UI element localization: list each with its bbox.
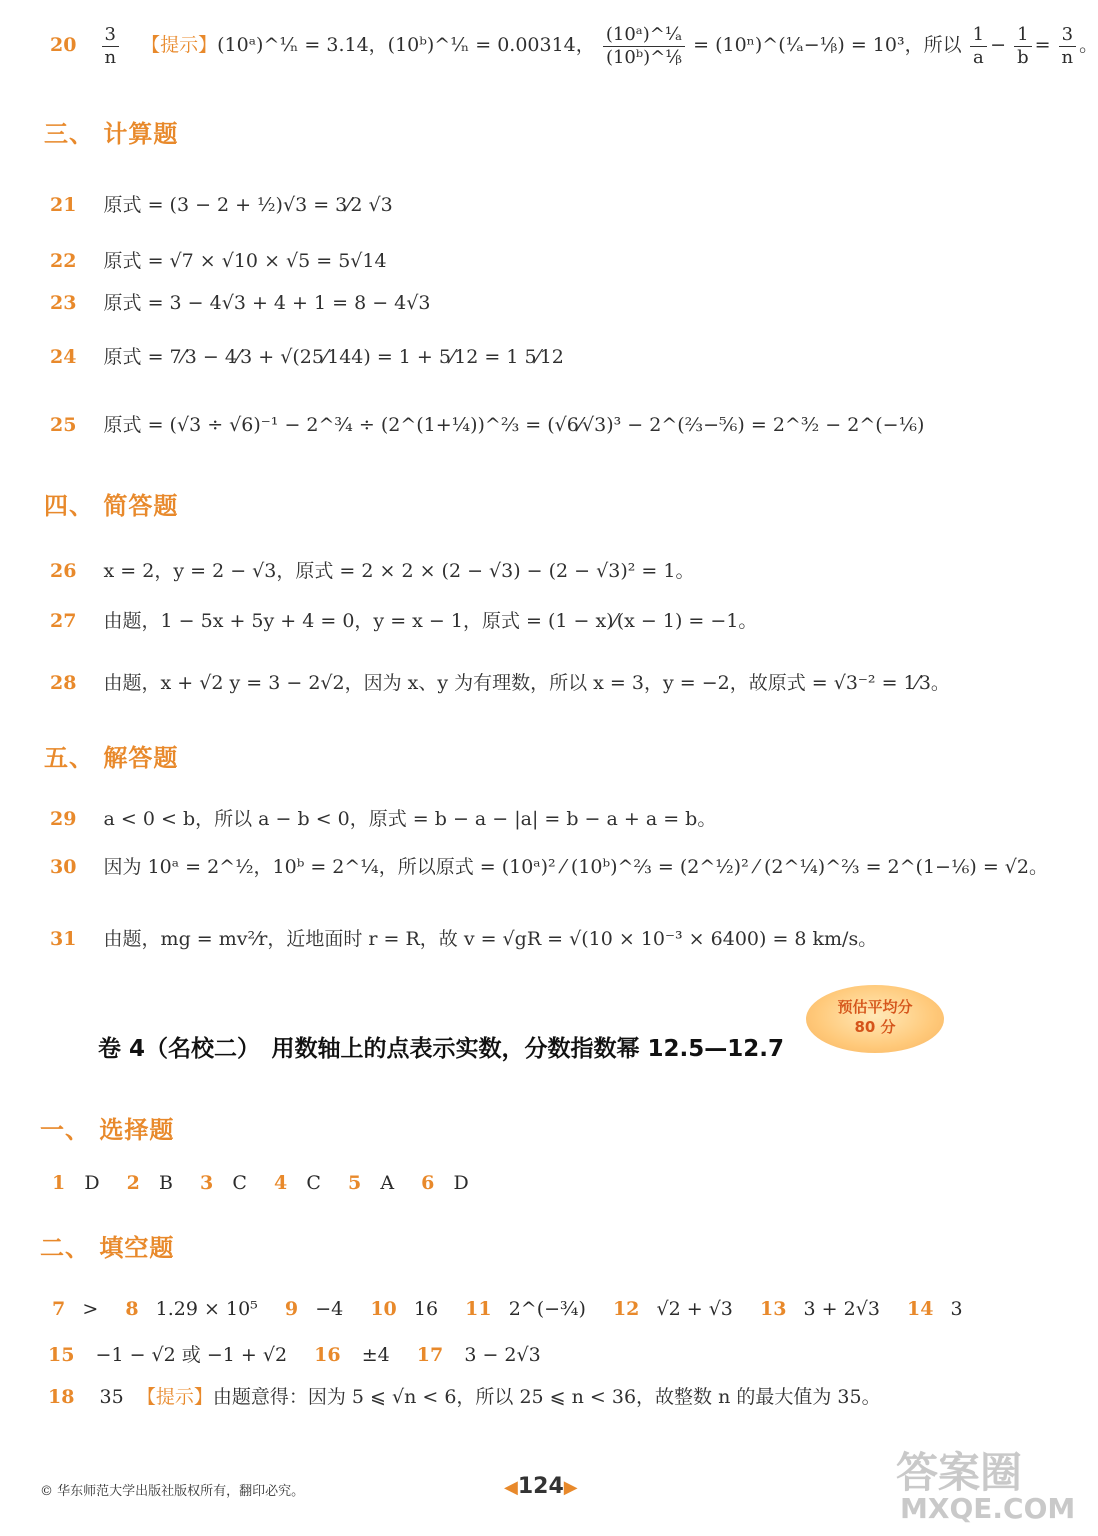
fill-answers-row-2 xyxy=(48,1340,541,1367)
watermark-url: MXQE.COM xyxy=(900,1492,1076,1525)
question-24 xyxy=(50,342,564,369)
section-short-answer: 四、 简答题 xyxy=(44,492,179,520)
question-number: 30 xyxy=(50,856,77,878)
question-30 xyxy=(50,852,1048,879)
section-solution: 五、 解答题 xyxy=(44,744,179,772)
fill-answer: 35 xyxy=(99,1386,124,1408)
choice-number: 2 xyxy=(126,1172,140,1194)
fill-number: 16 xyxy=(314,1344,341,1366)
fraction-1-a: $\frac{1}{a}$ xyxy=(970,24,987,69)
question-number: 21 xyxy=(50,194,77,216)
question-number: 18 xyxy=(48,1386,75,1408)
hint-text: 由题意得：因为 5 ⩽ √n < 6，所以 25 ⩽ n < 36，故整数 n 的最大值为 35。 xyxy=(212,1386,881,1408)
choice-number: 3 xyxy=(200,1172,214,1194)
fill-number: 14 xyxy=(907,1298,934,1320)
hint-label: 【提示】 xyxy=(141,34,218,56)
fill-number: 11 xyxy=(465,1298,492,1320)
question-22 xyxy=(50,246,387,273)
choice-answer: A xyxy=(380,1172,395,1194)
question-number: 28 xyxy=(50,672,77,694)
badge-label: 预估平均分 xyxy=(837,998,913,1016)
fill-number: 15 xyxy=(48,1344,75,1366)
page-left-arrow-icon: ◀ xyxy=(504,1477,518,1498)
choice-number: 4 xyxy=(274,1172,288,1194)
fill-answer: √2 + √3 xyxy=(656,1298,733,1320)
fraction-3-n: $\frac{3}{n}$ xyxy=(1059,24,1076,69)
answer-text: 原式 = (√3 ÷ √6)⁻¹ − 2^¾ ÷ (2^(1+¼))^⅔ = (√6⁄√3)³ − 2^(⅔−⁵⁄₆) = 2^³⁄₂ − 2^(−¹⁄₆) xyxy=(103,414,925,436)
choice-answer: D xyxy=(84,1172,100,1194)
choice-answer: C xyxy=(232,1172,247,1194)
fill-answer: 16 xyxy=(413,1298,439,1320)
section-multiple-choice: 一、 选择题 xyxy=(40,1116,175,1144)
question-number: 25 xyxy=(50,414,77,436)
question-31 xyxy=(50,924,877,951)
fill-number: 9 xyxy=(284,1298,299,1320)
fill-answer: > xyxy=(82,1298,99,1320)
question-number: 31 xyxy=(50,928,77,950)
question-number: 20 xyxy=(50,34,77,56)
question-number: 29 xyxy=(50,808,77,830)
fill-answer: 3 + 2√3 xyxy=(803,1298,880,1320)
hint-fraction: $\frac{\text{(10ᵃ)\textasciicircum{}¹⁄ₐ}}{\text{(10ᵇ)\textasciicircum{}¹⁄ᵦ}}$ xyxy=(603,24,685,69)
paper-title: 卷 4（名校二） 用数轴上的点表示实数，分数指数幂 12.5—12.7 xyxy=(98,1036,785,1062)
answer-text: 原式 = (3 − 2 + ½)√3 = 3⁄2 √3 xyxy=(103,194,393,216)
choice-answer: C xyxy=(306,1172,321,1194)
fill-answer: 1.29 × 10⁵ xyxy=(155,1298,258,1320)
choice-number: 6 xyxy=(421,1172,435,1194)
fill-answer: 3 − 2√3 xyxy=(464,1344,541,1366)
answer-text: x = 2，y = 2 − √3，原式 = 2 × 2 × (2 − √3) − (2 − √3)² = 1。 xyxy=(103,560,695,582)
choice-answers xyxy=(52,1172,491,1194)
answer-text: 原式 = √7 × √10 × √5 = 5√14 xyxy=(103,250,387,272)
fill-number: 10 xyxy=(370,1298,397,1320)
fill-answer: 2^(−¾) xyxy=(508,1298,586,1320)
choice-number: 1 xyxy=(52,1172,66,1194)
fill-answer: −4 xyxy=(315,1298,344,1320)
page-number-text: 124 xyxy=(517,1474,564,1499)
question-27 xyxy=(50,606,757,633)
question-21 xyxy=(50,190,393,217)
fill-number: 12 xyxy=(612,1298,640,1320)
fraction-1-b: $\frac{1}{b}$ xyxy=(1014,24,1031,69)
fill-number: 8 xyxy=(125,1298,139,1320)
fill-number: 7 xyxy=(52,1298,66,1320)
question-number: 23 xyxy=(50,292,77,314)
question-26 xyxy=(50,556,694,583)
question-23 xyxy=(50,288,430,315)
question-number: 26 xyxy=(50,560,77,582)
question-number: 27 xyxy=(50,610,77,632)
fill-answers-row-1 xyxy=(52,1298,963,1320)
question-28 xyxy=(50,668,950,695)
page-right-arrow-icon: ▶ xyxy=(563,1477,578,1498)
average-score-badge xyxy=(806,985,944,1053)
fill-number: 17 xyxy=(416,1344,444,1366)
answer-text: a < 0 < b，所以 a − b < 0，原式 = b − a − |a| = b − a + a = b。 xyxy=(103,808,717,830)
question-number: 24 xyxy=(50,346,77,368)
hint-label: 【提示】 xyxy=(136,1386,213,1408)
choice-number: 5 xyxy=(347,1172,362,1194)
hint-text-2: = (10ⁿ)^(¹⁄ₐ−¹⁄ᵦ) = 10³，所以 xyxy=(693,34,962,56)
watermark-logo: 答案圈 xyxy=(896,1448,1023,1497)
answer-fraction: $\frac{3}{n}$ xyxy=(102,24,119,69)
answer-text: 由题，1 − 5x + 5y + 4 = 0，y = x − 1，原式 = (1 − x)⁄(x − 1) = −1。 xyxy=(103,610,758,632)
fill-answer: −1 − √2 或 −1 + √2 xyxy=(95,1344,288,1366)
section-fill-in: 二、 填空题 xyxy=(40,1234,175,1262)
fill-answer: ±4 xyxy=(361,1344,390,1366)
hint-text: (10ᵃ)^¹⁄ₙ = 3.14，(10ᵇ)^¹⁄ₙ = 0.00314， xyxy=(217,34,595,56)
answer-text: 原式 = 3 − 4√3 + 4 + 1 = 8 − 4√3 xyxy=(103,292,431,314)
copyright-notice: © 华东师范大学出版社版权所有，翻印必究。 xyxy=(40,1484,305,1499)
choice-answer: B xyxy=(158,1172,173,1194)
question-number: 22 xyxy=(50,250,77,272)
question-18 xyxy=(48,1382,881,1409)
fill-number: 13 xyxy=(759,1298,787,1320)
question-29 xyxy=(50,804,716,831)
answer-text: 由题，mg = mv²⁄r，近地面时 r = R，故 v = √gR = √(10 × 10⁻³ × 6400) = 8 km/s。 xyxy=(103,928,878,950)
answer-text: 由题，x + √2 y = 3 − 2√2，因为 x、y 为有理数，所以 x = 3，y = −2，故原式 = √3⁻² = 1⁄3。 xyxy=(103,672,950,694)
answer-text: 原式 = 7⁄3 − 4⁄3 + √(25⁄144) = 1 + 5⁄12 = 1 5⁄12 xyxy=(103,346,564,368)
choice-answer: D xyxy=(453,1172,469,1194)
question-25 xyxy=(50,410,924,437)
fill-answer: 3 xyxy=(950,1298,963,1320)
answer-text: 因为 10ᵃ = 2^½，10ᵇ = 2^¼，所以原式 = (10ᵃ)² ⁄ (10ᵇ)^⅔ = (2^½)² ⁄ (2^¼)^⅔ = 2^(1−⅙) = √2。 xyxy=(103,856,1048,878)
page-number xyxy=(504,1474,578,1499)
question-20: 20 $\frac{3}{n}$ 【提示】(10ᵃ)^¹⁄ₙ = 3.14，(10ᵇ)^¹⁄ₙ = 0.00314， $\frac{\text{(10ᵃ)\textasciicircum{}¹⁄ₐ}}{\text{(10ᵇ)\textasciicircum{}¹⁄ᵦ}}$ = (10ⁿ)^(¹⁄ₐ−¹⁄ᵦ) = 10³，所以 $\frac{1}{a}$ − $\frac{1}{b}$ = $\frac{3}{n}$ 。 xyxy=(50,24,1098,68)
badge-score: 80 分 xyxy=(854,1018,896,1036)
section-calculation: 三、 计算题 xyxy=(44,120,179,148)
